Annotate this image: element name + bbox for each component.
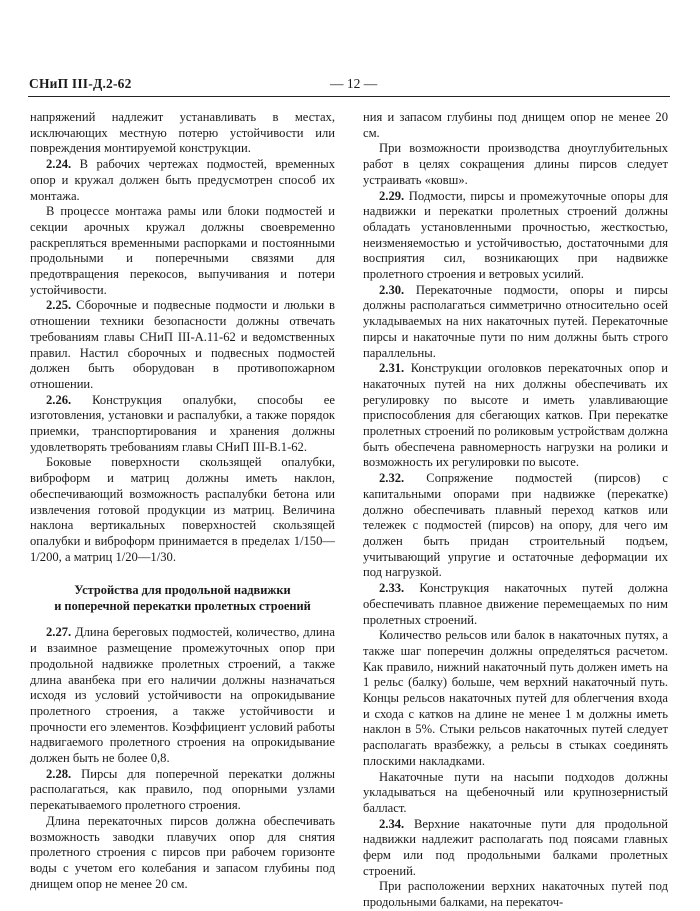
clause-number: 2.25.	[46, 298, 72, 313]
paragraph-text: При возможности производства дноуглубительных работ в целях сокращения длины пирсов следует устраивать «ковш».	[363, 141, 668, 187]
header-rule	[28, 96, 670, 97]
clause-number: 2.24.	[46, 157, 72, 172]
left-paragraphs-after	[30, 625, 335, 892]
clause-number: 2.30.	[379, 282, 405, 297]
clause-number: 2.32.	[379, 471, 405, 486]
paragraph	[30, 767, 335, 814]
document-code: СНиП III-Д.2-62	[29, 76, 132, 91]
paragraph-text: Конструкции оголовков перекаточных опор и накаточных путей на них должны обеспечивать их регулировку по высоте и иметь улавливающие приспособления для сбегающих катков. При перекатке пролетных строений по роликовым устройствам должна быть обеспечена равномерность нагрузки на ролики и возможность их регулировки по высоте.	[363, 361, 668, 470]
paragraph-text: Длина береговых подмостей, количество, длина и взаимное размещение промежуточных опор при продольной надвижке пролетных строений, а также длина аванбека при его наличии должны назначаться исходя из условий устойчивости на опрокидывание пролетного строения, а также устойчивости и прочности его элементов. Коэффициент условий работы надвигаемого пролетного строения на опрокидывание должен быть не более 0,8.	[30, 625, 335, 766]
section-title-line2: и поперечной перекатки пролетных строений	[54, 598, 311, 613]
clause-number: 2.33.	[379, 581, 405, 596]
paragraph	[363, 361, 668, 471]
left-column	[30, 110, 335, 892]
paragraph-text: Пирсы для поперечной перекатки должны располагаться, как правило, под опорными узлами перекатываемого пролетного строения.	[30, 766, 335, 813]
clause-number: 2.26.	[46, 392, 72, 407]
section-title-line1: Устройства для продольной надвижки	[74, 583, 291, 598]
paragraph-text: Конструкция опалубки, способы ее изготовления, установки и распалубки, а также порядок приемки, транспортирования и хранения должны удовлетворять требованиям главы СНиП III-В.1-62.	[30, 392, 335, 454]
clause-number: 2.28.	[46, 766, 72, 781]
paragraph-text: Боковые поверхности скользящей опалубки, виброформ и матриц должны иметь наклон, обеспечивающий возможность распалубки бетона или извлечения готовой продукции из матриц. Величина наклона вертикальных поверхностей скользящей опалубки и виброформ принимается в пределах 1/150—1/200, а матриц 1/20—1/30.	[30, 455, 335, 564]
paragraph-text: Подмости, пирсы и промежуточные опоры для надвижки и перекатки пролетных строений должны обладать установленными прочностью, жесткостью, неизменяемостью и устойчивостью, достаточными для восприятия сил, возникающих при надвижке пролетного строения и ветровых усилий.	[363, 188, 669, 282]
paragraph-text: напряжений надлежит устанавливать в местах, исключающих местную потерю устойчивости или повреждения монтируемой конструкции.	[30, 110, 335, 156]
paragraph-text: В рабочих чертежах подмостей, временных опор и кружал должен быть предусмотрен способ их монтажа.	[30, 157, 335, 203]
paragraph	[363, 581, 668, 628]
clause-number: 2.29.	[379, 188, 405, 203]
paragraph-text: Сборочные и подвесные подмости и люльки в отношении техники безопасности должны отвечать требованиям главы СНиП III-А.11-62 и ведомственных правил. Настил сборочных и подвесных подмостей должен быть оборудован в противопожарном отношении.	[30, 298, 335, 391]
paragraph	[30, 298, 335, 392]
paragraph	[30, 157, 335, 204]
paragraph	[363, 189, 668, 283]
left-paragraphs	[30, 110, 335, 565]
paragraph	[30, 814, 335, 893]
paragraph-text: Конструкция накаточных путей должна обеспечивать плавное движение перемещаемых по ним пролетных строений.	[363, 581, 668, 627]
paragraph	[30, 455, 335, 565]
right-paragraphs	[363, 110, 668, 911]
paragraph	[363, 628, 668, 769]
section-title	[30, 583, 335, 614]
clause-number: 2.34.	[379, 816, 405, 831]
paragraph	[363, 770, 668, 817]
clause-number: 2.27.	[46, 625, 72, 640]
paragraph-text: При расположении верхних накаточных путей под продольными балками, на перекаточ-	[363, 879, 668, 910]
paragraph	[363, 879, 668, 910]
clause-number: 2.31.	[379, 361, 405, 376]
paragraph	[363, 141, 668, 188]
paragraph-text: Количество рельсов или балок в накаточных путях, а также шаг поперечин должны определяться расчетом. Как правило, нижний накаточный путь должен иметь на 1 рельс (балку) больше, чем верхний накаточный путь. Концы рельсов накаточных путей для облегчения входа и схода с катков на длине не менее 1 м должны иметь наклон в 5%. Стыки рельсов накаточных путей следует располагать вразбежку, а рельсы в стыках соединять плоскими накладками.	[363, 628, 668, 768]
paragraph	[30, 204, 335, 298]
paragraph-text: Длина перекаточных пирсов должна обеспечивать возможность заводки плавучих опор для снятия пролетного строения с пирсов при рабочем горизонте воды с учетом его колебания и запасом глубины под днищем опор не менее 20 см.	[30, 813, 335, 891]
paragraph	[363, 110, 668, 141]
paragraph	[363, 471, 668, 581]
paragraph	[363, 817, 668, 880]
page-number: — 12 —	[330, 76, 378, 91]
paragraph-text: Верхние накаточные пути для продольной надвижки надлежит располагать под поясами главных ферм или под продольными балками пролетных строений.	[363, 816, 668, 878]
paragraph-text: Накаточные пути на насыпи подходов должны укладываться на щебеночный или крупнозернистый балласт.	[363, 769, 668, 815]
paragraph-text: Перекаточные подмости, опоры и пирсы должны располагаться симметрично относительно осей укладываемых на них накаточных путей. Перекаточные пирсы и накаточные пути по ним должны быть строго параллельны.	[363, 282, 668, 360]
paragraph	[30, 625, 335, 766]
paragraph	[30, 110, 335, 157]
paragraph	[363, 283, 668, 362]
right-column	[363, 110, 668, 911]
paragraph-text: Сопряжение подмостей (пирсов) с капитальными опорами при надвижке (перекатке) должно обеспечивать плавный переход катков или тележек с подмостей (пирсов) на опору, для чего им должен быть придан строительный подъем, учитывающий упругие и остаточные деформации их под нагрузкой.	[363, 471, 668, 580]
paragraph-text: В процессе монтажа рамы или блоки подмостей и секции арочных кружал должны своевременно раскрепляться временными распорками и постоянными продольными и поперечными связями для предотвращения перекосов, выпучивания и потери устойчивости.	[30, 204, 335, 297]
paragraph-text: ния и запасом глубины под днищем опор не менее 20 см.	[363, 110, 668, 140]
paragraph	[30, 393, 335, 456]
